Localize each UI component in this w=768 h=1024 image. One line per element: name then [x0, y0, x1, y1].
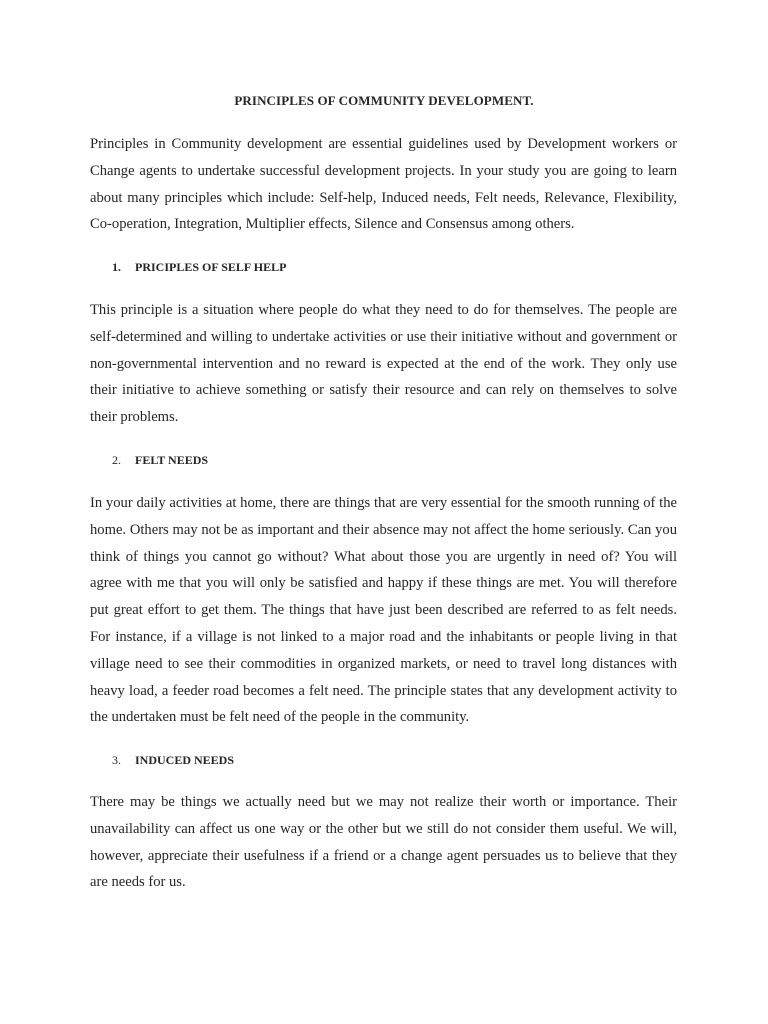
section-paragraph-induced-needs: There may be things we actually need but we may not realize their worth or importance. Their unavailability can affect us one way or the other but we still do not consider them useful. We will, however, appreciate their usefulness if a friend or a change agent persuades us to believe that they are needs for us. [90, 794, 677, 891]
section-number: 1. [112, 259, 121, 274]
intro-paragraph: Principles in Community development are essential guidelines used by Development workers or Change agents to undertake successful development projects. In your study you are going to learn about many principles which include: Self-help, Induced needs, Felt needs, Relevance, Flexibility, Co-operation, Integration, Multiplier effects, Silence and Consensus among others. [90, 136, 677, 233]
section-title: FELT NEEDS [135, 452, 209, 467]
section-heading-felt-needs [112, 450, 208, 470]
section-paragraph-felt-needs: In your daily activities at home, there are things that are very essential for the smooth running of the home. Others may not be as important and their absence may not affect the home seriously. Can you think of things you cannot go without? What about those you are urgently in need of? You will agree with me that you will only be satisfied and happy if these things are met. You will therefore put great effort to get them. The things that have just been described are referred to as felt needs. For instance, if a village is not linked to a major road and the inhabitants or people living in that village need to see their commodities in organized markets, or need to travel long distances with heavy load, a feeder road becomes a felt need. The principle states that any development activity to the undertaken must be felt need of the people in the community. [90, 495, 677, 726]
section-title: PRICIPLES OF SELF HELP [135, 259, 287, 274]
page-title: PRINCIPLES OF COMMUNITY DEVELOPMENT. [234, 93, 534, 108]
section-paragraph-self-help: This principle is a situation where people do what they need to do for themselves. The people are self-determined and willing to undertake activities or use their initiative without and government or non-governmental intervention and no reward is expected at the end of the work. They only use their initiative to achieve something or satisfy their resource and can rely on themselves to solve their problems. [90, 302, 677, 426]
section-heading-induced-needs [112, 750, 234, 770]
section-number: 2. [112, 452, 121, 467]
section-heading-self-help [112, 257, 286, 277]
section-title: INDUCED NEEDS [135, 752, 235, 767]
section-number: 3. [112, 752, 121, 767]
